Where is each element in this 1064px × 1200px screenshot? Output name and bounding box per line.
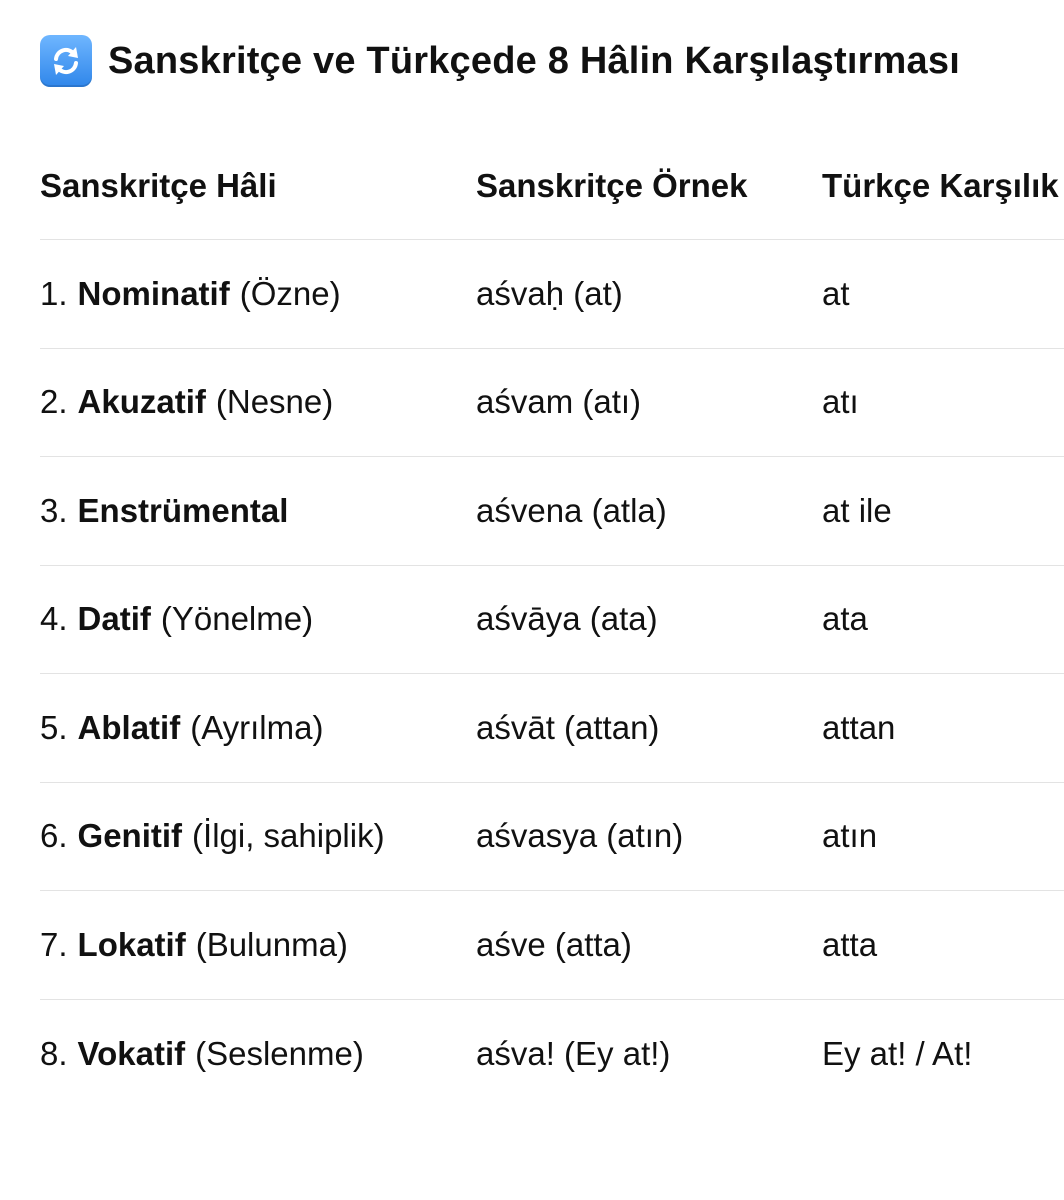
case-cell [40, 1000, 364, 1109]
case-cell [40, 566, 313, 674]
case-name: Vokatif [77, 1034, 186, 1072]
case-cell [40, 240, 341, 348]
case-name: Enstrümental [77, 491, 289, 529]
case-name: Ablatif [77, 708, 181, 746]
turkish-equivalent-cell: Ey at! / At! [822, 1034, 973, 1072]
case-gloss: (İlgi, sahiplik) [192, 817, 385, 855]
page-title [40, 33, 960, 89]
turkish-equivalent-cell: ata [822, 600, 868, 638]
case-cell [40, 891, 348, 999]
table-row [40, 891, 1064, 1000]
case-name: Genitif [77, 817, 183, 855]
table-row [40, 349, 1064, 458]
case-number: 8. [40, 1034, 68, 1072]
case-name: Nominatif [77, 274, 230, 312]
turkish-equivalent-cell: attan [822, 708, 896, 746]
case-gloss: (Yönelme) [160, 600, 314, 638]
case-gloss: (Nesne) [215, 383, 334, 421]
case-number: 5. [40, 708, 68, 746]
sanskrit-example-cell: aśvam (atı) [476, 383, 642, 421]
sanskrit-example-cell: aśvāya (ata) [476, 600, 658, 638]
table-header-row [40, 132, 1064, 240]
sanskrit-example-cell: aśvāt (attan) [476, 708, 660, 746]
case-cell [40, 349, 333, 457]
case-name: Akuzatif [77, 383, 206, 421]
case-name: Datif [77, 600, 151, 638]
turkish-equivalent-cell: atı [822, 383, 859, 421]
case-gloss: (Seslenme) [195, 1034, 364, 1072]
case-cell [40, 674, 323, 782]
case-cell [40, 783, 385, 891]
turkish-equivalent-cell: atta [822, 925, 878, 963]
turkish-equivalent-cell: at [822, 274, 850, 312]
comparison-table [40, 132, 1064, 1108]
case-number: 2. [40, 383, 68, 421]
sanskrit-example-cell: aśve (atta) [476, 925, 632, 963]
header-sanskrit-example: Sanskritçe Örnek [476, 166, 748, 204]
case-gloss: (Ayrılma) [190, 708, 324, 746]
title-text: Sanskritçe ve Türkçede 8 Hâlin Karşılaştırması [108, 39, 960, 82]
sanskrit-example-cell: aśvena (atla) [476, 491, 667, 529]
case-number: 7. [40, 925, 68, 963]
table-row [40, 240, 1064, 349]
table-row [40, 1000, 1064, 1109]
sanskrit-example-cell: aśvaḥ (at) [476, 274, 623, 312]
case-number: 1. [40, 274, 68, 312]
case-number: 6. [40, 817, 68, 855]
case-number: 3. [40, 491, 68, 529]
turkish-equivalent-cell: atın [822, 817, 878, 855]
case-gloss: (Özne) [239, 274, 341, 312]
sanskrit-example-cell: aśvasya (atın) [476, 817, 684, 855]
case-gloss: (Bulunma) [195, 925, 348, 963]
header-turkish-equivalent: Türkçe Karşılık [822, 166, 1059, 204]
case-number: 4. [40, 600, 68, 638]
case-name: Lokatif [77, 925, 186, 963]
header-sanskrit-case: Sanskritçe Hâli [40, 166, 277, 204]
turkish-equivalent-cell: at ile [822, 491, 892, 529]
table-row [40, 457, 1064, 566]
table-row [40, 783, 1064, 892]
sanskrit-example-cell: aśva! (Ey at!) [476, 1034, 671, 1072]
case-cell [40, 457, 298, 565]
counterclockwise-arrows-icon [40, 35, 92, 87]
table-row [40, 674, 1064, 783]
table-row [40, 566, 1064, 675]
